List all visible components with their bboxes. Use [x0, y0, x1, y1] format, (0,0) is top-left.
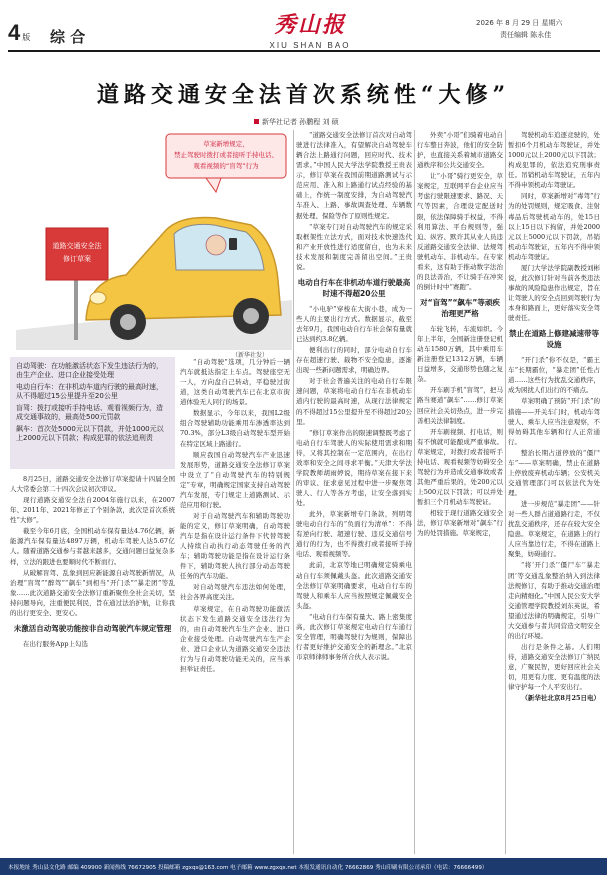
article-column-4: 外卖“小哥”们骑着电动自行车整日奔波，他们的安全防护，也直接关系着城市道路交通秩序和公共交通安全。 让“小哥”骑行更安全，草案规定，互联网平台企业应当考虑行驶限速要求、路况、天气等因素，合理设定配送时限，依法保障骑手权益，不得利用算法、平台规则等，强迫、纵容、默许其从业人员违反道路交通安全法律、法规驾驶机动车、非机动车。在专家看来，这有助于推动数字法治的良法善治，不让骑手在冲突的倒计时中“赛跑”。 对“盲驾”“飙车”等顽疾治理更严格 车轮飞转，车流如织。今年上半年，全国新注册登记机动车1580万辆，其中乘用车新注册登记1312万辆，车辆日益增多，交通形势也随之复杂。 开车刷手机“盲驾”，把马路当赛道“飙车”……修订草案回应社会关切热点，进一步完善相关法律制度。 开车刷视频、打电话，则有不慎就可能酿成严重事故。草案规定，对拨打或者接听手持电话、观看视频等妨碍安全驾驶行为并造成交通事故或者其他严重后果的，处200元以上500元以下罚款；可以并处暂扣三个月机动车驾驶证。 相较于现行道路交通安全法，修订草案新增对“飙车”行为的处罚措施。草案规定，	[417, 131, 503, 538]
subheading-blind-driving: 对“盲驾”“飙车”等顽疾治理更严格	[420, 298, 500, 318]
subheading-speed-bumps: 禁止在道路上修建减速带等设施	[509, 329, 599, 350]
dateline: （新华社北京8月25日电）	[521, 694, 600, 703]
article-column-1: 8月25日，道路交通安全法修订草案提请十四届全国人大常委会第二十四次会议初次审议。 现行道路交通安全法自2004年施行以来，在2007年、2011年、2021年修正了个别条款，此次是首次系统性“大修”。 截至今年6月底，全国机动车保有量达4.76亿辆，新能源汽车保有量达4897万辆，机动车驾驶人达5.67亿人。随着道路交通参与者越来越多，交通问题日益复杂多样，立法的跟进也要顺时代不断而行。 从破解盲驾、乱象到回应新能源自动驾驶新情况，从治理“盲驾”“醉驾”“飙车”到相当“开门杀”“暴走团”等乱象……此次道路交通安全法修订重新聚焦全社会关切，坚持问题导向，注重便民利民，旨在通过法治护航，让你我的出行更安全、更安心。 未激活自动驾驶功能按非自动驾驶汽车规定管理 在出行服务App上勾选	[10, 475, 175, 648]
header-rule	[8, 50, 600, 52]
responsible-editor: 责任编辑 陈永佳	[500, 31, 552, 39]
article-column-5: 驾驶机动车追逐竞驶的，处暂扣6个月机动车驾驶证，并处1000元以上2000元以下罚款；构成犯罪的，依法追究刑事责任。吊销机动车驾驶证，五年内不得申领机动车驾驶证。 同时，草案新增对“毒驾”行为的处罚规则，规定吸食、注射毒品后驾驶机动车的，处15日以上15日以下拘留，并处2000元以上5000元以下罚款，吊销机动车驾驶证，五年内不得申领机动车驾驶证。 厦门大学法学院副教授刘彬说，此次修订针对当前各类违法事故的风险隐患作出规定，旨在让驾驶人的安全点回到驾驶行为本身和路面上，更好落实安全驾驶责任。 禁止在道路上修建减速带等设施 “开门杀”你不仅是，“霸王车”长期霸位，“暴走团”任性占道……这些行为扰乱交通秩序，成为困扰人们出行的不痛点。 草案明确了预防“开门杀”的措施——开关车门时，机动车驾驶人、乘车人应当注意观察，不得妨碍其他车辆和行人正常通行。 整治长期占道停放的“僵尸车”——草案明确，禁止在道路上停放废弃机动车辆；公安机关交通管理部门可以依法代为处理。 进一步规范“暴走团”——针对一些人群占道通路行走，不仅扰乱交通秩序，还存在较大安全隐患。草案规定，在道路上的行人应当靠边行走，不得在道路上聚集，妨碍通行。 “将‘开门杀’‘僵尸车’‘暴走团’等交通乱象整治纳入到法律法规修订，有助于推动交通治理走向精细化。”中国人民公安大学交通管理学院教授刘东英说，希望通过法律的明确规定，引导广大交通参与者共同营造文明安全的出行环境。 出行是条件之基。人们期待，道路交通安全法修订广纳民意，广聚民智，更好回应社会关切，用更有力度、更有温度的法律守护每一个人平安出行。 （新华社北京8月25日电）	[508, 131, 600, 703]
byline: 新华社记者 孙鹏程 刘 硕	[254, 117, 339, 127]
page-number: 4 版	[8, 20, 31, 45]
headline: 道路交通安全法首次系统性“大修”	[96, 82, 511, 108]
cartoon-illustration	[16, 130, 292, 350]
summary-item: 电动自行车：在非机动车道内行驶的最高时速，从不得超过15公里提升至20公里	[16, 382, 163, 401]
subheading-autonomous: 未激活自动驾驶功能按非自动驾驶汽车规定管理	[13, 623, 172, 633]
bubble-line2: 禁止驾驶时拨打或者接听手持电话、	[174, 151, 278, 159]
section-title: 综 合	[50, 28, 86, 46]
summary-box	[10, 357, 175, 469]
bubble-line1: 草案新增规定，	[203, 140, 249, 148]
column-divider	[505, 130, 506, 854]
subheading-ebike: 电动自行车在非机动车道行驶最高时速不得超20公里	[297, 277, 411, 298]
summary-item: 盲驾：拨打或接听手持电话、观看视频行为，造成交通事故的，最高处500元罚款	[16, 403, 163, 422]
illustration-caption: （新华社发）	[232, 352, 269, 359]
newspaper-logo: 秀山报 XIU SHAN BAO	[269, 12, 351, 50]
article-column-3: “道路交通安全法修订首次对自动驾驶进行法律准入，有望解决自动驾驶车辆合法上路通行问题，回应时代、技术需求。”中国人民大学法学院教授王贵表示，修订草案在我国前期道路测试与示范应用、准入和上路通行试点经验的基础上，作统一制度安排，为自动驾驶汽车准入、上路、事故调查处理、车辆数据处理、保险等作了原则性规定。 “草案专门对自动驾驶汽车的规定采取框架性立法方式，面对技术快速迭代和产业开放性进行适度留白，也为未来技术发展和制度完善留出空间。”王贵说。 电动自行车在非机动车道行驶最高时速不得超20公里 “小电驴”穿梭在大街小巷，成为一些人的主要出行方式。数据显示，截至去年9月，我国电动自行车社会保有量就已达到约3.8亿辆。 便利出行的同时，部分电动自行车存在超速行驶、载物不安全隐患，逐渐出现一些新问题需求，明确边界。 对于社会普遍关注的电动自行车限速问题，草案将电动自行车在非机动车道内行驶的最高时速，从现行法律规定的不得超过15公里提升至不得超过20公里。 “修订草案作出的限速调整既考虑了电动自行车驾驶人的实际使用需求和期待，又将其控制在一定范围内，在出行效率和安全之间寻求平衡。”天津大学法学院教师胡雨婷说，期待草案在接下来的审议、征求意见过程中进一步聚焦驾驶人、行人等各方考虑，让安全落到实处。 此外，草案新增专门条款，列明驾驶电动自行车的“负面行为清单”：不得有逆向行驶、超速行驶、违反交通信号通行的行为，也不得拨打或者接听手持电话、观看视频等。 此前，北京等地已明确规定骑乘电动自行车须佩戴头盔。此次道路交通安全法修订草案明确要求，电动自行车的驾驶人和乘车人应当按照规定佩戴安全头盔。 “电动自行车保有量大、路上密集度高，此次修订草案规定电动自行车通行安全管理，明确驾驶行为规则，保障出行者更好维护交通安全的新理念。”北京市京师律师事务所合伙人表示说。	[296, 131, 412, 661]
column-divider	[293, 130, 294, 854]
summary-item: 飙车：首次处5000元以下罚款，并处1000元以上2000元以下罚款；构成犯罪的依法追刑责	[16, 424, 164, 443]
sign-text-line1: 道路交通安全法	[52, 242, 102, 250]
page-footer: 本报地址 秀山县文化路 邮编 409900 新闻热线 76672905 投稿邮箱 zgxqs@163.com 电子邮箱 www.zgxqs.net 本报发通讯自动化 76662869 秀山印刷有限公司承印（电话：76666499）	[0, 858, 607, 875]
page-header	[0, 0, 607, 58]
summary-item: 自动驾驶：在功能激活状态下发生违法行为的，由生产企业、进口企业接受处理	[16, 362, 163, 380]
article-column-2: “自动驾驶”选项，几分钟后一辆汽车就抵达指定上车点。驾驶座空无一人，方向盘自己转动，平稳驶过街道，这类自动驾驶汽车已在北京市街道体验无人同行的场景。 数据显示，今年以来，我国L2级组合驾驶辅助功能乘用车渗透率达到70.3%，部分L3级自动驾驶车型开始在特定区域上路通行。 顺应我国自动驾驶汽车产业迅速发展形势，道路交通安全法修订草案中设立了“自动驾驶汽车的特别规定”专章，明确规定国家支持自动驾驶汽车发展，专门规定上道路测试、示范应用和行驶。 对于自动驾驶汽车和辅助驾驶功能的定义，修订草案明确，自动驾驶汽车是指在设计运行条件下代替驾驶人持续自动执行动态驾驶任务的汽车；辅助驾驶功能是指在设计运行条件下，辅助驾驶人执行部分动态驾驶任务的汽车功能。 对自动驾驶汽车违法如何处理，社会各界高度关注。 草案规定，在自动驾驶功能激活状态下发生道路交通安全违法行为的，由自动驾驶汽车生产企业、进口企业接受处理。自动驾驶汽车生产企业、进口企业认为道路交通安全违法行为与自动驾驶功能无关的，应当承担举证责任。	[180, 358, 290, 673]
column-divider	[414, 130, 415, 854]
bubble-line3: 观看视频的“盲驾”行为	[193, 162, 259, 170]
issue-date: 2026 年 8 月 29 日 星期六	[476, 19, 563, 27]
sign-text-line2: 修订草案	[63, 255, 91, 263]
